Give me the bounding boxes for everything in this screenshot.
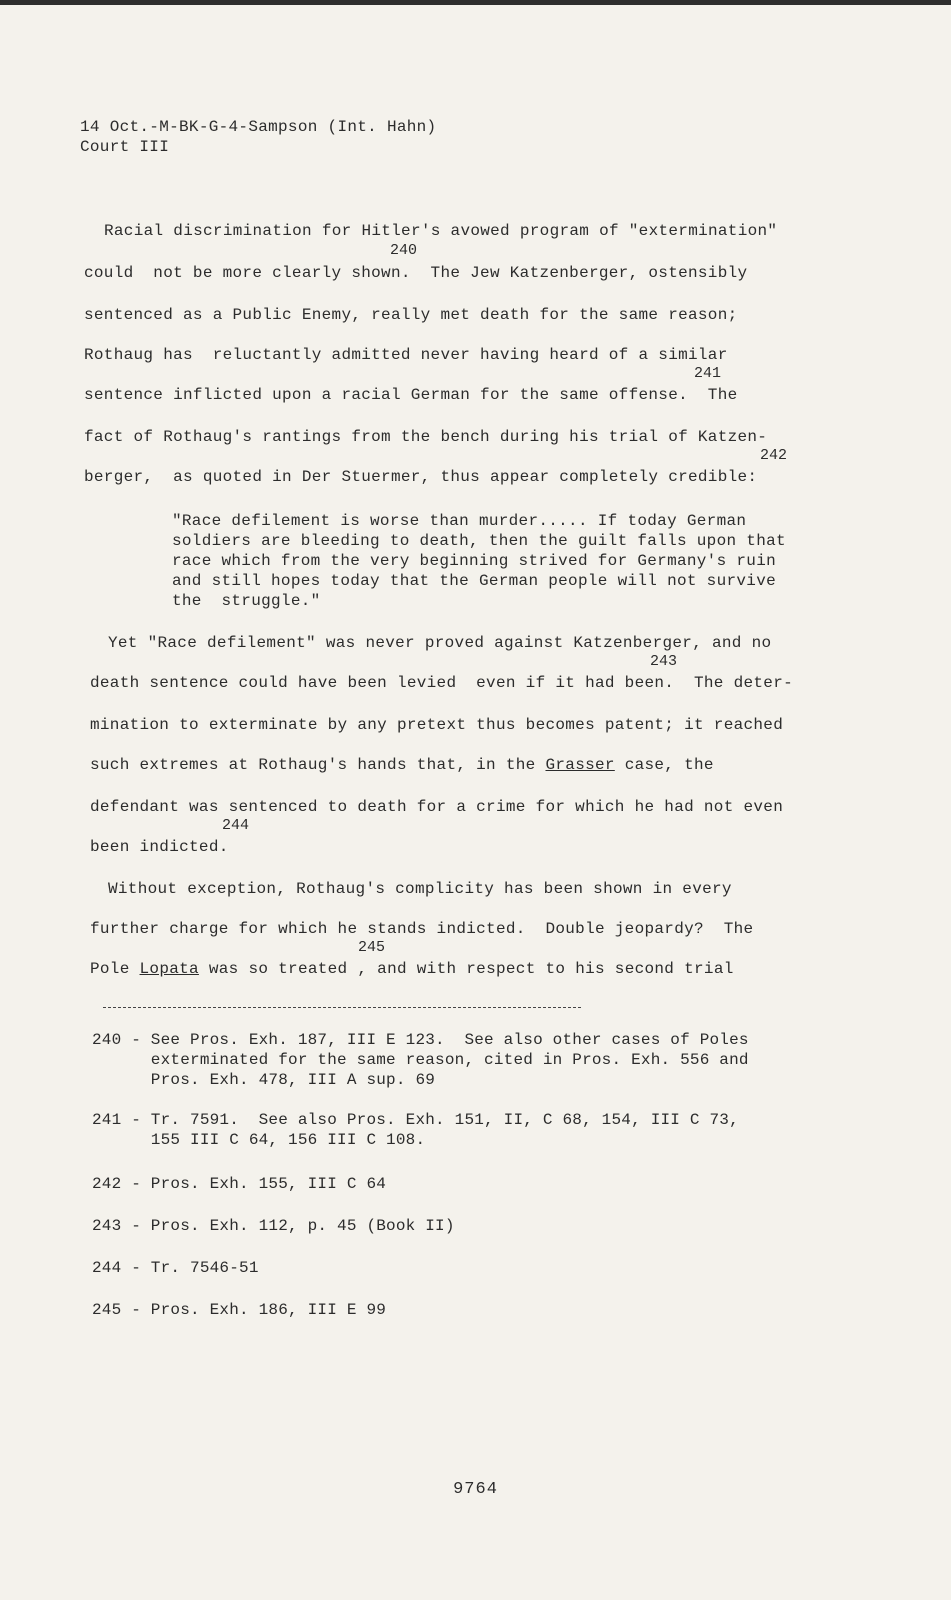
body-line: been indicted.	[90, 838, 229, 856]
body-line: could not be more clearly shown. The Jew Katzenberger, ostensibly	[84, 264, 748, 282]
header-line-2: Court III	[80, 138, 170, 156]
footnote-245: 245 - Pros. Exh. 186, III E 99	[92, 1301, 387, 1319]
header-line-1: 14 Oct.-M-BK-G-4-Sampson (Int. Hahn)	[80, 118, 437, 136]
body-line: sentenced as a Public Enemy, really met death for the same reason;	[84, 306, 738, 324]
body-line: mination to exterminate by any pretext thus becomes patent; it reached	[90, 716, 784, 734]
body-line: fact of Rothaug's rantings from the bench during his trial of Katzen-	[84, 428, 768, 446]
body-line: Yet "Race defilement" was never proved against Katzenberger, and no	[108, 634, 772, 652]
name-lopata: Lopata	[139, 960, 199, 978]
footnote-242: 242 - Pros. Exh. 155, III C 64	[92, 1175, 387, 1193]
body-line: such extremes at Rothaug's hands that, in the Grasser case, the	[90, 756, 714, 774]
body-line: further charge for which he stands indicted. Double jeopardy? The	[90, 920, 754, 938]
footnote-ref-243: 243	[650, 653, 678, 670]
body-line: Pole Lopata was so treated , and with respect to his second trial	[90, 960, 734, 978]
page-number: 9764	[453, 1480, 498, 1499]
body-line: defendant was sentenced to death for a crime for which he had not even	[90, 798, 784, 816]
case-name-grasser: Grasser	[545, 756, 615, 774]
footnote-243: 243 - Pros. Exh. 112, p. 45 (Book II)	[92, 1217, 455, 1235]
footnote-ref-240: 240	[390, 242, 418, 259]
footnote-ref-242: 242	[760, 447, 788, 464]
body-line: Without exception, Rothaug's complicity has been shown in every	[108, 880, 732, 898]
quote-line: soldiers are bleeding to death, then the guilt falls upon that	[172, 532, 786, 550]
body-line: Racial discrimination for Hitler's avowed program of "extermination"	[104, 222, 778, 240]
footnote-ref-241: 241	[694, 365, 722, 382]
footnote-241: 241 - Tr. 7591. See also Pros. Exh. 151, II, C 68, 154, III C 73, 155 III C 64, 156 III C 108.	[92, 1111, 739, 1149]
footnote-separator	[103, 1007, 581, 1008]
footnote-244: 244 - Tr. 7546-51	[92, 1259, 259, 1277]
footnote-240: 240 - See Pros. Exh. 187, III E 123. See also other cases of Poles exterminated for the same reason, cited in Pros. Exh. 556 and Pros. Exh. 478, III A sup. 69	[92, 1031, 749, 1089]
footnote-ref-245: 245	[358, 939, 386, 956]
body-line: Rothaug has reluctantly admitted never having heard of a similar	[84, 346, 728, 364]
quote-line: race which from the very beginning strived for Germany's ruin	[172, 552, 776, 570]
quote-line: the struggle."	[172, 592, 321, 610]
body-line: berger, as quoted in Der Stuermer, thus appear completely credible:	[84, 468, 758, 486]
footnote-ref-244: 244	[222, 817, 250, 834]
quote-line: and still hopes today that the German people will not survive	[172, 572, 776, 590]
quote-line: "Race defilement is worse than murder..... If today German	[172, 512, 747, 530]
body-line: sentence inflicted upon a racial German for the same offense. The	[84, 386, 738, 404]
body-line: death sentence could have been levied even if it had been. The deter-	[90, 674, 794, 692]
